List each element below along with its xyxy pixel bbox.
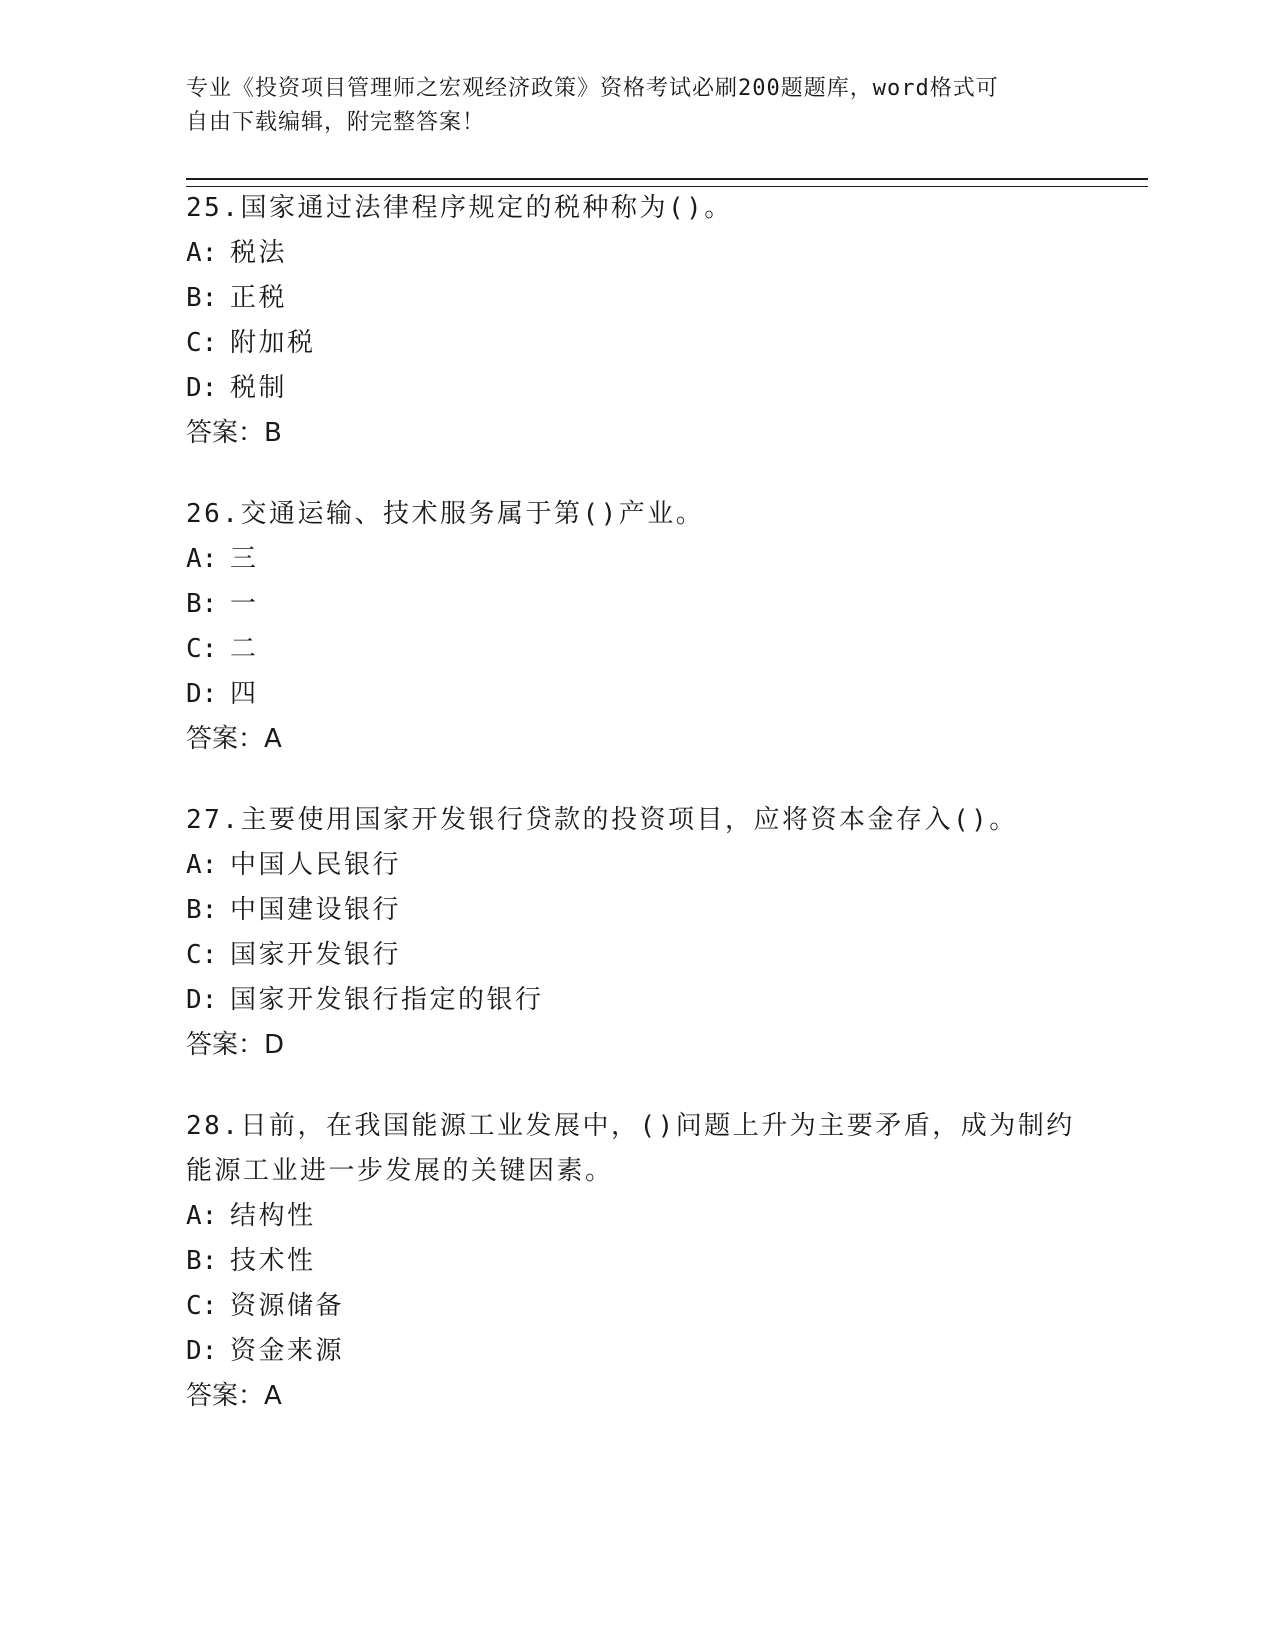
option-key: A: <box>186 238 218 268</box>
option-text: 附加税 <box>230 328 316 358</box>
option-key: C: <box>186 634 218 664</box>
answer-line: 答案：B <box>186 418 282 448</box>
question-27 <box>186 798 1146 1068</box>
option-text: 结构性 <box>230 1201 316 1231</box>
option-key: D: <box>186 1336 218 1366</box>
option-key: C: <box>186 940 218 970</box>
option-text: 二 <box>230 634 259 664</box>
option-a <box>186 231 1146 276</box>
option-key: D: <box>186 373 218 403</box>
option-text: 中国人民银行 <box>230 850 402 880</box>
option-text: 中国建设银行 <box>230 895 402 925</box>
option-b <box>186 888 1146 933</box>
answer-line: 答案：D <box>186 1030 285 1060</box>
option-text: 四 <box>230 679 259 709</box>
option-text: 国家开发银行指定的银行 <box>230 985 544 1015</box>
option-key: B: <box>186 589 218 619</box>
option-text: 技术性 <box>230 1246 316 1276</box>
question-stem-line: 27.主要使用国家开发银行贷款的投资项目，应将资本金存入()。 <box>186 805 1018 835</box>
answer-line: 答案：A <box>186 1381 282 1411</box>
option-a <box>186 537 1146 582</box>
question-stem <box>186 186 1146 231</box>
option-a <box>186 843 1146 888</box>
question-26 <box>186 492 1146 762</box>
answer-line: 答案：A <box>186 724 282 754</box>
option-key: B: <box>186 895 218 925</box>
option-b <box>186 276 1146 321</box>
question-25 <box>186 186 1146 456</box>
option-d <box>186 366 1146 411</box>
option-c <box>186 1284 1146 1329</box>
question-stem-line: 26.交通运输、技术服务属于第()产业。 <box>186 499 705 529</box>
option-key: A: <box>186 850 218 880</box>
option-a <box>186 1194 1146 1239</box>
header-title-line-1: 专业《投资项目管理师之宏观经济政策》资格考试必刷200题题库，word格式可 <box>186 76 999 101</box>
option-text: 资源储备 <box>230 1291 345 1321</box>
option-text: 正税 <box>230 283 288 313</box>
option-key: B: <box>186 283 218 313</box>
option-key: D: <box>186 985 218 1015</box>
option-text: 资金来源 <box>230 1336 345 1366</box>
document-header <box>186 72 1086 140</box>
option-d <box>186 1329 1146 1374</box>
option-b <box>186 582 1146 627</box>
option-c <box>186 321 1146 366</box>
header-title-line-2: 自由下载编辑，附完整答案！ <box>186 110 486 135</box>
option-key: D: <box>186 679 218 709</box>
question-list <box>186 186 1146 1455</box>
option-key: B: <box>186 1246 218 1276</box>
option-b <box>186 1239 1146 1284</box>
question-stem-line: 能源工业进一步发展的关键因素。 <box>186 1156 614 1186</box>
option-text: 国家开发银行 <box>230 940 402 970</box>
option-key: C: <box>186 328 218 358</box>
option-key: A: <box>186 1201 218 1231</box>
question-stem-line: 25.国家通过法律程序规定的税种称为()。 <box>186 193 733 223</box>
question-stem <box>186 798 1146 843</box>
option-c <box>186 627 1146 672</box>
option-text: 税法 <box>230 238 288 268</box>
question-stem <box>186 492 1146 537</box>
question-28 <box>186 1104 1146 1419</box>
option-c <box>186 933 1146 978</box>
question-stem <box>186 1104 1146 1194</box>
option-d <box>186 672 1146 717</box>
option-key: A: <box>186 544 218 574</box>
option-text: 一 <box>230 589 259 619</box>
option-text: 三 <box>230 544 259 574</box>
option-d <box>186 978 1146 1023</box>
question-stem-line: 28.日前，在我国能源工业发展中，()问题上升为主要矛盾，成为制约 <box>186 1111 1075 1141</box>
option-text: 税制 <box>230 373 288 403</box>
option-key: C: <box>186 1291 218 1321</box>
